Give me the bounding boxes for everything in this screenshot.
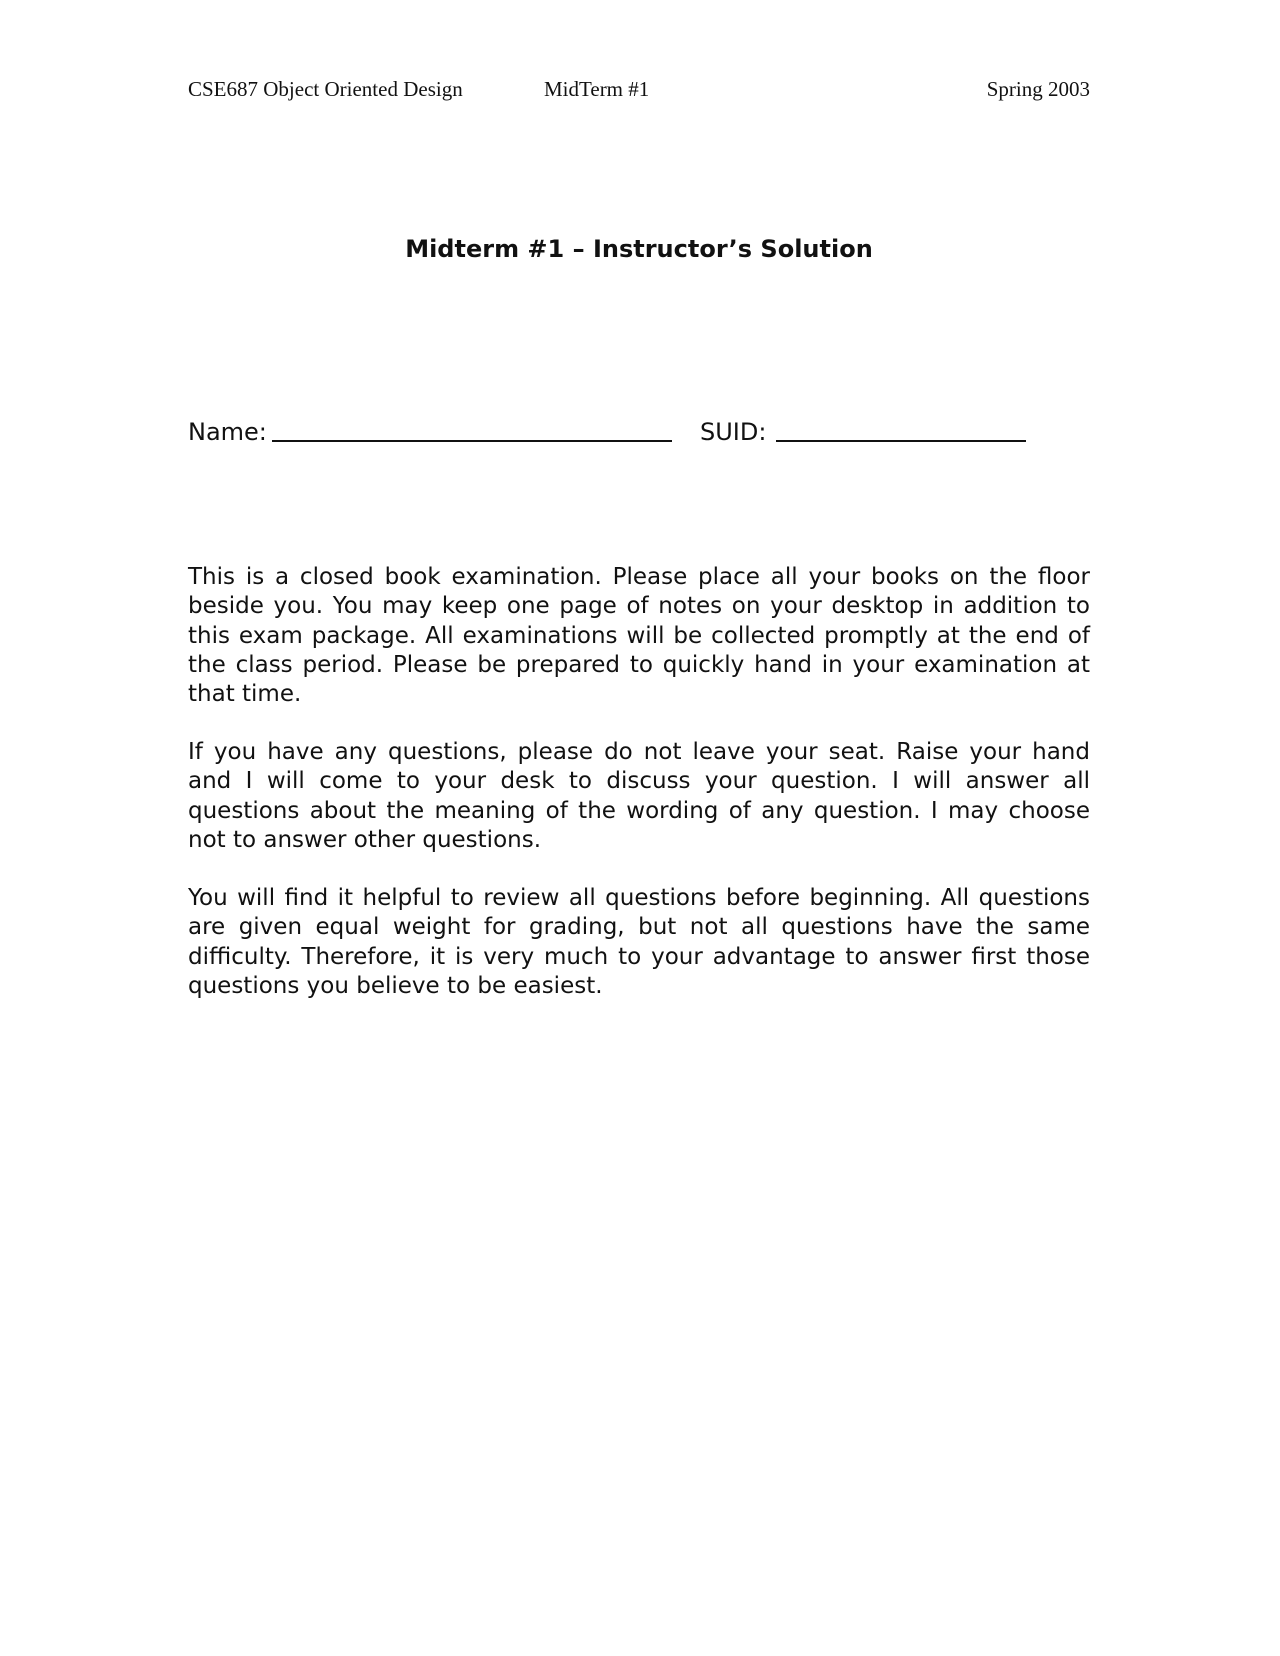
course-title: CSE687 Object Oriented Design (188, 77, 463, 101)
student-id-line (188, 414, 1090, 450)
instructions-paragraph-2: If you have any questions, please do not leave your seat. Raise your hand and I will come to your desk to discuss your question. I will answer all questions about the meaning of the wording of any question. I may choose not to answer other questions. (188, 739, 1090, 853)
term-label: Spring 2003 (986, 77, 1090, 101)
exam-label: MidTerm #1 (544, 77, 650, 101)
instructions-paragraph-3: You will find it helpful to review all questions before beginning. All questions are given equal weight for grading, but not all questions have the same difficulty. Therefore, it is very much to your advantage to answer first those questions you believe to be easiest. (188, 885, 1090, 999)
suid-label: SUID: (700, 418, 767, 446)
instructions-paragraph-1: This is a closed book examination. Please place all your books on the floor beside you. You may keep one page of notes on your desktop in addition to this exam package. All examinations will be collected promptly at the end of the class period. Please be prepared to quickly hand in your examination at that time. (188, 564, 1090, 708)
name-label: Name: (188, 418, 267, 446)
suid-blank-line (776, 414, 1026, 442)
name-blank-line (272, 414, 672, 442)
page-title: Midterm #1 – Instructor’s Solution (405, 235, 873, 263)
page-header (188, 74, 1090, 104)
